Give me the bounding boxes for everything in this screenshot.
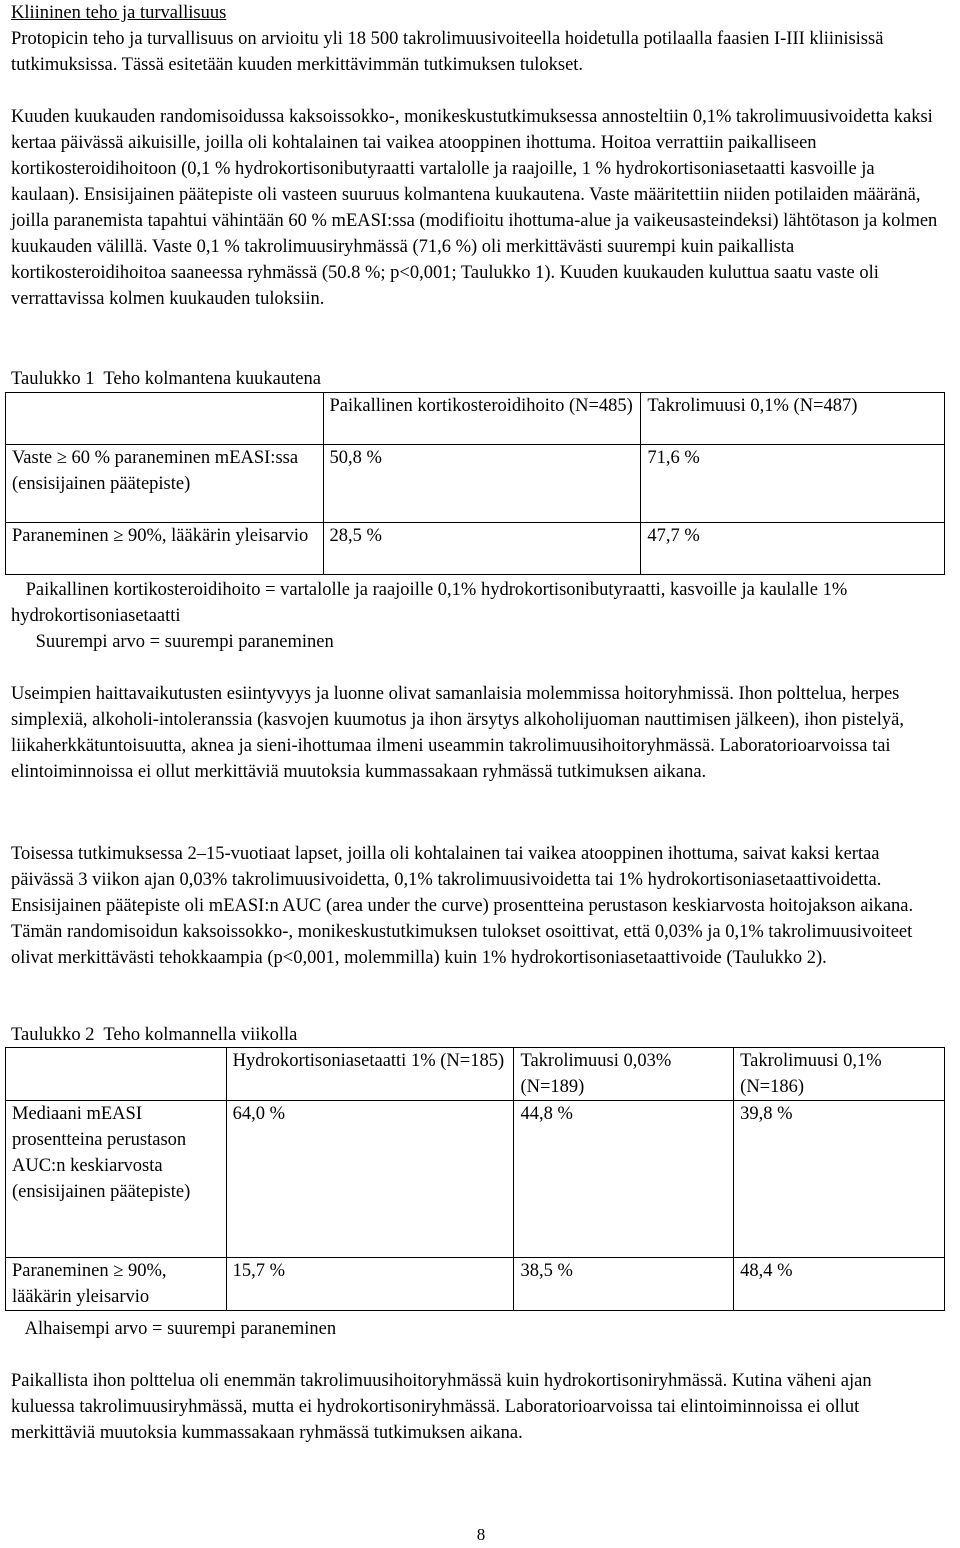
- table1-header-cell: Paikallinen kortikosteroidihoito (N=485): [323, 393, 641, 445]
- table1-header-cell: Takrolimuusi 0,1% (N=487): [641, 393, 945, 445]
- table1-footnote: Paikallinen kortikosteroidihoito = vartalolle ja raajoille 0,1% hydrokortisonibutyraatti, kasvoille ja kaulalle 1% hydrokortisoniasetaatti: [11, 580, 848, 626]
- table2-cell: 64,0 %: [226, 1101, 514, 1258]
- table1-cell: 50,8 %: [323, 445, 641, 523]
- table1-row-label: Vaste ≥ 60 % paraneminen mEASI:ssa (ensisijainen päätepiste): [6, 445, 324, 523]
- study1-paragraph: Kuuden kuukauden randomisoidussa kaksoissokko-, monikeskustutkimuksessa annosteltiin 0,1% takrolimuusivoidetta kaksi kertaa päivässä aikuisille, joilla oli kohtalainen tai vaikea atooppinen ihottuma. Hoitoa verrattiin paikalliseen kortikosteroidihoitoon (0,1 % hydrokortisonibutyraatti vartalolle ja raajoille, 1 % hydrokortisoniasetaatti kasvoille ja kaulaan). Ensisijainen päätepiste oli vasteen suuruus kolmantena kuukautena. Vaste määritettiin niiden potilaiden määränä, joilla paranemista tapahtui vähintään 60 % mEASI:ssa (modifioitu ihottuma-alue ja vaikeusasteindeksi) lähtötason ja kolmen kuukauden välillä. Vaste 0,1 % takrolimuusiryhmässä (71,6 %) oli merkittävästi suurempi kuin paikallista kortikosteroidihoitoa saaneessa ryhmässä (50.8 %; p<0,001; Taulukko 1). Kuuden kuukauden kuluttua saatu vaste oli verrattavissa kolmen kuukauden tuloksiin.: [11, 107, 938, 309]
- table2-footnote: Alhaisempi arvo = suurempi paraneminen: [11, 1316, 336, 1342]
- table2-header-cell: Takrolimuusi 0,1% (N=186): [734, 1048, 945, 1101]
- table1-cell: 28,5 %: [323, 523, 641, 575]
- closing-paragraph: Paikallista ihon polttelua oli enemmän takrolimuusihoitoryhmässä kuin hydrokortisoniryhmässä. Kutina väheni ajan kuluessa takrolimuusiryhmässä, mutta ei hydrokortisoniryhmässä. Laboratorioarvoissa tai elintoiminnoissa ei ollut merkittäviä muutoksia kummassakaan ryhmässä tutkimuksen aikana.: [11, 1371, 872, 1443]
- table-row: [6, 1258, 945, 1311]
- table-row: [6, 445, 945, 523]
- table2-caption: Taulukko 2 Teho kolmannella viikolla: [11, 1025, 298, 1045]
- table2-cell: 38,5 %: [514, 1258, 734, 1311]
- table-row: [6, 1101, 945, 1258]
- table2-header-cell: Hydrokortisoniasetaatti 1% (N=185): [226, 1048, 514, 1101]
- footnote-marker-icon: [190, 474, 200, 492]
- table2: [5, 1047, 945, 1311]
- footnote-marker-icon: [11, 1319, 21, 1337]
- table-row: [6, 523, 945, 575]
- table1-header-row: [6, 393, 945, 445]
- section-title: Kliininen teho ja turvallisuus: [11, 3, 227, 23]
- table2-cell: 39,8 %: [734, 1101, 945, 1258]
- table1-footnote: Suurempi arvo = suurempi paraneminen: [11, 629, 334, 655]
- footnote-marker-icon: [190, 1182, 200, 1200]
- footnote-marker-icon: [11, 632, 21, 650]
- intro-paragraph: Protopicin teho ja turvallisuus on arvioitu yli 18 500 takrolimuusivoiteella hoidetulla potilaalla faasien I-III kliinisissä tutkimuksissa. Tässä esitetään kuuden merkittävimmän tutkimuksen tulokset.: [11, 29, 884, 75]
- table2-header-cell: Takrolimuusi 0,03% (N=189): [514, 1048, 734, 1101]
- table1-cell: 47,7 %: [641, 523, 945, 575]
- table2-header-row: [6, 1048, 945, 1101]
- table1-header-cell: [6, 393, 324, 445]
- table1-caption: Taulukko 1 Teho kolmantena kuukautena: [11, 369, 321, 389]
- footnote-marker-icon: [21, 632, 31, 650]
- footnote-marker-icon: [200, 474, 210, 492]
- table2-cell: 48,4 %: [734, 1258, 945, 1311]
- page-number: 8: [476, 1525, 486, 1544]
- table1: [5, 392, 945, 575]
- adverse-effects-paragraph: Useimpien haittavaikutusten esiintyvyys ja luonne olivat samanlaisia molemmissa hoitoryhmissä. Ihon polttelua, herpes simplexiä, alkoholi-intoleranssia (kasvojen kuumotus ja ihon ärsytys alkoholijuoman nauttimisen jälkeen), ihon pistelyä, liikaherkkätuntoisuutta, aknea ja sieni-ihottumaa ilmeni useammin takrolimuusihoitoryhmässä. Laboratorioarvoissa tai elintoiminnoissa ei ollut merkittäviä muutoksia kummassakaan ryhmässä tutkimuksen aikana.: [11, 684, 904, 782]
- table1-row-label: Paraneminen ≥ 90%, lääkärin yleisarvio: [6, 523, 324, 575]
- study2-paragraph: Toisessa tutkimuksessa 2–15-vuotiaat lapset, joilla oli kohtalainen tai vaikea atooppinen ihottuma, saivat kaksi kertaa päivässä 3 viikon ajan 0,03% takrolimuusivoidetta, 0,1% takrolimuusivoidetta tai 1% hydrokortisoniasetaattivoidetta. Ensisijainen päätepiste oli mEASI:n AUC (area under the curve) prosentteina perustason keskiarvosta hoitojakson aikana. Tämän randomisoidun kaksoissokko-, monikeskustutkimuksen tulokset osoittivat, että 0,03% ja 0,1% takrolimuusivoiteet olivat merkittävästi tehokkaampia (p<0,001, molemmilla) kuin 1% hydrokortisoniasetaattivoide (Taulukko 2).: [11, 844, 914, 968]
- table2-row-label: Mediaani mEASI prosentteina perustason AUC:n keskiarvosta (ensisijainen päätepiste): [6, 1101, 227, 1258]
- table2-cell: 15,7 %: [226, 1258, 514, 1311]
- footnote-marker-icon: [11, 580, 21, 598]
- table2-cell: 44,8 %: [514, 1101, 734, 1258]
- table2-header-cell: [6, 1048, 227, 1101]
- table1-cell: 71,6 %: [641, 445, 945, 523]
- table2-row-label: Paraneminen ≥ 90%, lääkärin yleisarvio: [6, 1258, 227, 1311]
